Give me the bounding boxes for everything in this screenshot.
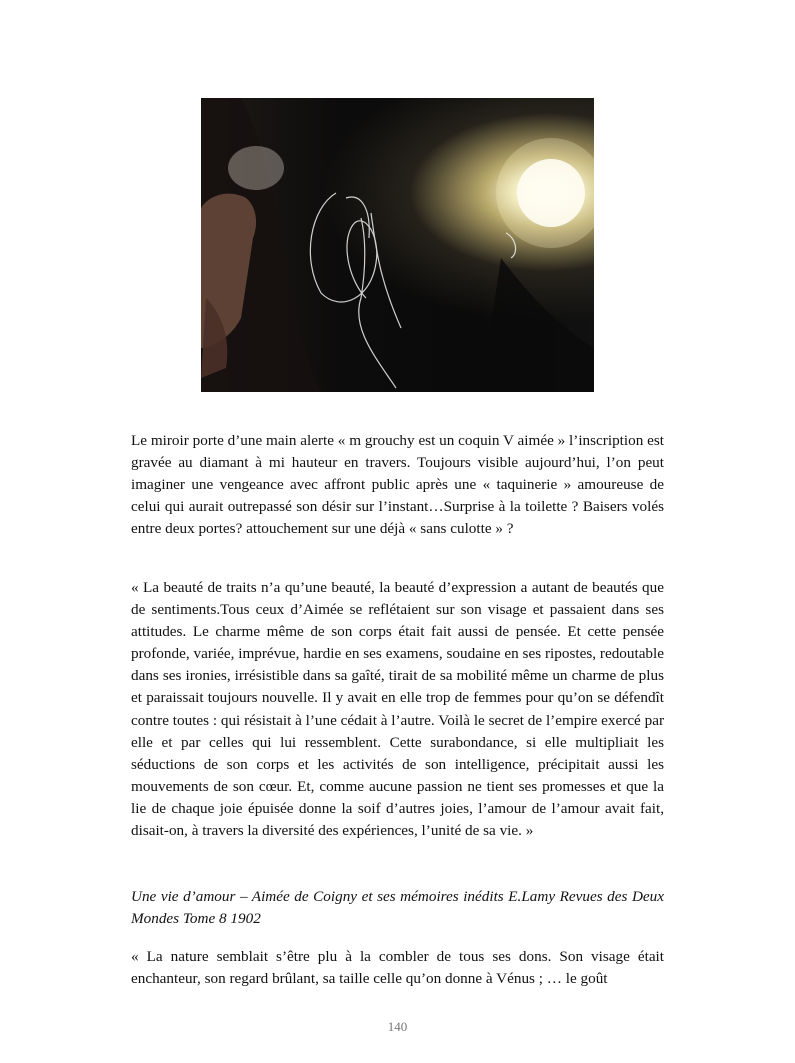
citation: Une vie d’amour – Aimée de Coigny et ses mémoires inédits E.Lamy Revues des Deux Mondes Tome 8 1902 <box>131 888 664 928</box>
paragraph-intro: Le miroir porte d’une main alerte « m grouchy est un coquin V aimée » l’inscription est gravée au diamant à mi hauteur en travers. Toujours visible aujourd’hui, l’on peut imaginer une vengeance avec affront public après une « taquinerie » amoureuse de celui qui aurait outrepassé son désir sur l’instant…Surprise à la toilette ? Baisers volés entre deux portes? attouchement sur une déjà « sans culotte » ? <box>131 432 664 538</box>
mirror-engraving-photo <box>201 98 594 392</box>
page-number: 140 <box>387 1019 408 1034</box>
paragraph-quote: « La beauté de traits n’a qu’une beauté, la beauté d’expression a autant de beautés que de sentiments.Tous ceux d’Aimée se reflétaient sur son visage et passaient dans ses attitudes. Le charme même de son corps était fait aussi de pensée. Et cette pensée profonde, variée, imprévue, hardie en ses examens, soudaine en ses ripostes, redoutable dans ses ironies, irrésistible dans sa gaîté, tirait de sa mobilité même un charme de plus et paraissait toujours nouvelle. Il y avait en elle trop de femmes pour qu’on se défendît contre toutes : qui résistait à l’une cédait à l’autre. Voilà le secret de l’empire exercé par elle et par celles qui lui ressemblent. Cette surabondance, si elle multipliait les séductions de son corps et les activités de son intelligence, précipitait aussi les mouvements de son cœur. Et, comme aucune passion ne tient ses promesses et que la lie de chaque joie épuisée donne la soif d’autres joies, l’amour de l’amour avait fait, disait-on, à travers la diversité des expériences, l’unité de sa vie. » <box>131 579 664 840</box>
mirror-photo <box>201 98 594 392</box>
paragraph-quote-continued: « La nature semblait s’être plu à la combler de tous ses dons. Son visage était enchanteur, son regard brûlant, sa taille celle qu’on donne à Vénus ; … le goût <box>131 948 664 988</box>
